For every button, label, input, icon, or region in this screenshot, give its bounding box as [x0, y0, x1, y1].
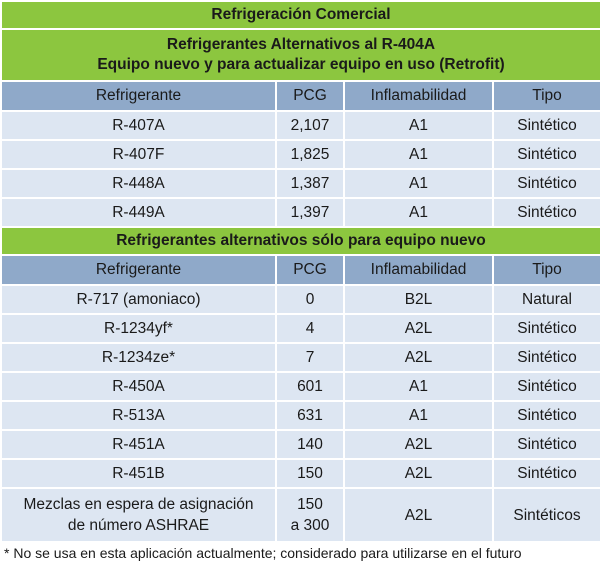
table-row — [1, 314, 600, 343]
column-header-pcg: PCG — [276, 255, 344, 285]
cell-pcg: 1,387 — [276, 169, 344, 198]
table-row — [1, 430, 600, 459]
table-row — [1, 401, 600, 430]
cell-type: Sintético — [493, 111, 600, 140]
cell-refrigerant: R-448A — [1, 169, 276, 198]
cell-type: Sintético — [493, 198, 600, 227]
section1-title-line2: Equipo nuevo y para actualizar equipo en uso (Retrofit) — [97, 56, 505, 73]
cell-flammability: B2L — [344, 285, 493, 314]
cell-type: Sintético — [493, 140, 600, 169]
column-header-type: Tipo — [493, 81, 600, 111]
section1-title — [1, 29, 600, 81]
cell-type: Sintético — [493, 372, 600, 401]
column-header-flammability: Inflamabilidad — [344, 255, 493, 285]
section1-header-row — [1, 81, 600, 111]
column-header-refrigerant: Refrigerante — [1, 255, 276, 285]
cell-type: Sintético — [493, 314, 600, 343]
cell-refrigerant: R-513A — [1, 401, 276, 430]
table-row — [1, 140, 600, 169]
cell-pcg: 150 — [276, 459, 344, 488]
cell-pcg: 0 — [276, 285, 344, 314]
section2-title: Refrigerantes alternativos sólo para equipo nuevo — [1, 227, 600, 255]
footnote: * No se usa en esta aplicación actualmente; considerado para utilizarse en el futuro — [4, 545, 522, 561]
section1-title-line1: Refrigerantes Alternativos al R-404A — [166, 36, 436, 53]
table-row — [1, 198, 600, 227]
cell-pcg-line2: a 300 — [290, 517, 330, 534]
section2-title-row — [1, 227, 600, 255]
cell-flammability: A1 — [344, 111, 493, 140]
table-row — [1, 285, 600, 314]
table-row — [1, 488, 600, 542]
cell-type: Sintético — [493, 169, 600, 198]
table-title-row — [1, 1, 600, 29]
cell-refrigerant: R-717 (amoniaco) — [1, 285, 276, 314]
cell-flammability: A1 — [344, 198, 493, 227]
table-row — [1, 343, 600, 372]
cell-pcg: 140 — [276, 430, 344, 459]
cell-type: Sintético — [493, 430, 600, 459]
cell-flammability: A2L — [344, 459, 493, 488]
cell-pcg: 2,107 — [276, 111, 344, 140]
cell-refrigerant: R-1234ze* — [1, 343, 276, 372]
cell-flammability: A2L — [344, 430, 493, 459]
cell-type: Sintético — [493, 401, 600, 430]
column-header-type: Tipo — [493, 255, 600, 285]
cell-flammability: A1 — [344, 401, 493, 430]
cell-refrigerant: R-451A — [1, 430, 276, 459]
cell-pcg-line1: 150 — [297, 496, 323, 513]
section2-header-row — [1, 255, 600, 285]
cell-pcg: 4 — [276, 314, 344, 343]
cell-flammability: A1 — [344, 169, 493, 198]
cell-flammability: A1 — [344, 372, 493, 401]
cell-pcg — [276, 488, 344, 542]
cell-refrigerant — [1, 488, 276, 542]
cell-pcg: 631 — [276, 401, 344, 430]
table-title: Refrigeración Comercial — [1, 1, 600, 29]
column-header-pcg: PCG — [276, 81, 344, 111]
cell-refrigerant: R-407A — [1, 111, 276, 140]
cell-flammability: A2L — [344, 488, 493, 542]
cell-flammability: A2L — [344, 343, 493, 372]
cell-pcg: 7 — [276, 343, 344, 372]
table-row — [1, 372, 600, 401]
column-header-flammability: Inflamabilidad — [344, 81, 493, 111]
cell-refrigerant: R-451B — [1, 459, 276, 488]
cell-type: Sintético — [493, 459, 600, 488]
cell-refrigerant-line2: de número ASHRAE — [67, 517, 210, 534]
cell-pcg: 601 — [276, 372, 344, 401]
table-row — [1, 459, 600, 488]
cell-pcg: 1,825 — [276, 140, 344, 169]
cell-refrigerant: R-407F — [1, 140, 276, 169]
cell-refrigerant-line1: Mezclas en espera de asignación — [23, 496, 254, 513]
cell-type: Sintético — [493, 343, 600, 372]
table-row — [1, 169, 600, 198]
cell-refrigerant: R-1234yf* — [1, 314, 276, 343]
cell-flammability: A2L — [344, 314, 493, 343]
cell-type: Natural — [493, 285, 600, 314]
cell-flammability: A1 — [344, 140, 493, 169]
cell-refrigerant: R-450A — [1, 372, 276, 401]
cell-type: Sintéticos — [493, 488, 600, 542]
column-header-refrigerant: Refrigerante — [1, 81, 276, 111]
table-row — [1, 111, 600, 140]
cell-pcg: 1,397 — [276, 198, 344, 227]
cell-refrigerant: R-449A — [1, 198, 276, 227]
section1-title-row — [1, 29, 600, 81]
